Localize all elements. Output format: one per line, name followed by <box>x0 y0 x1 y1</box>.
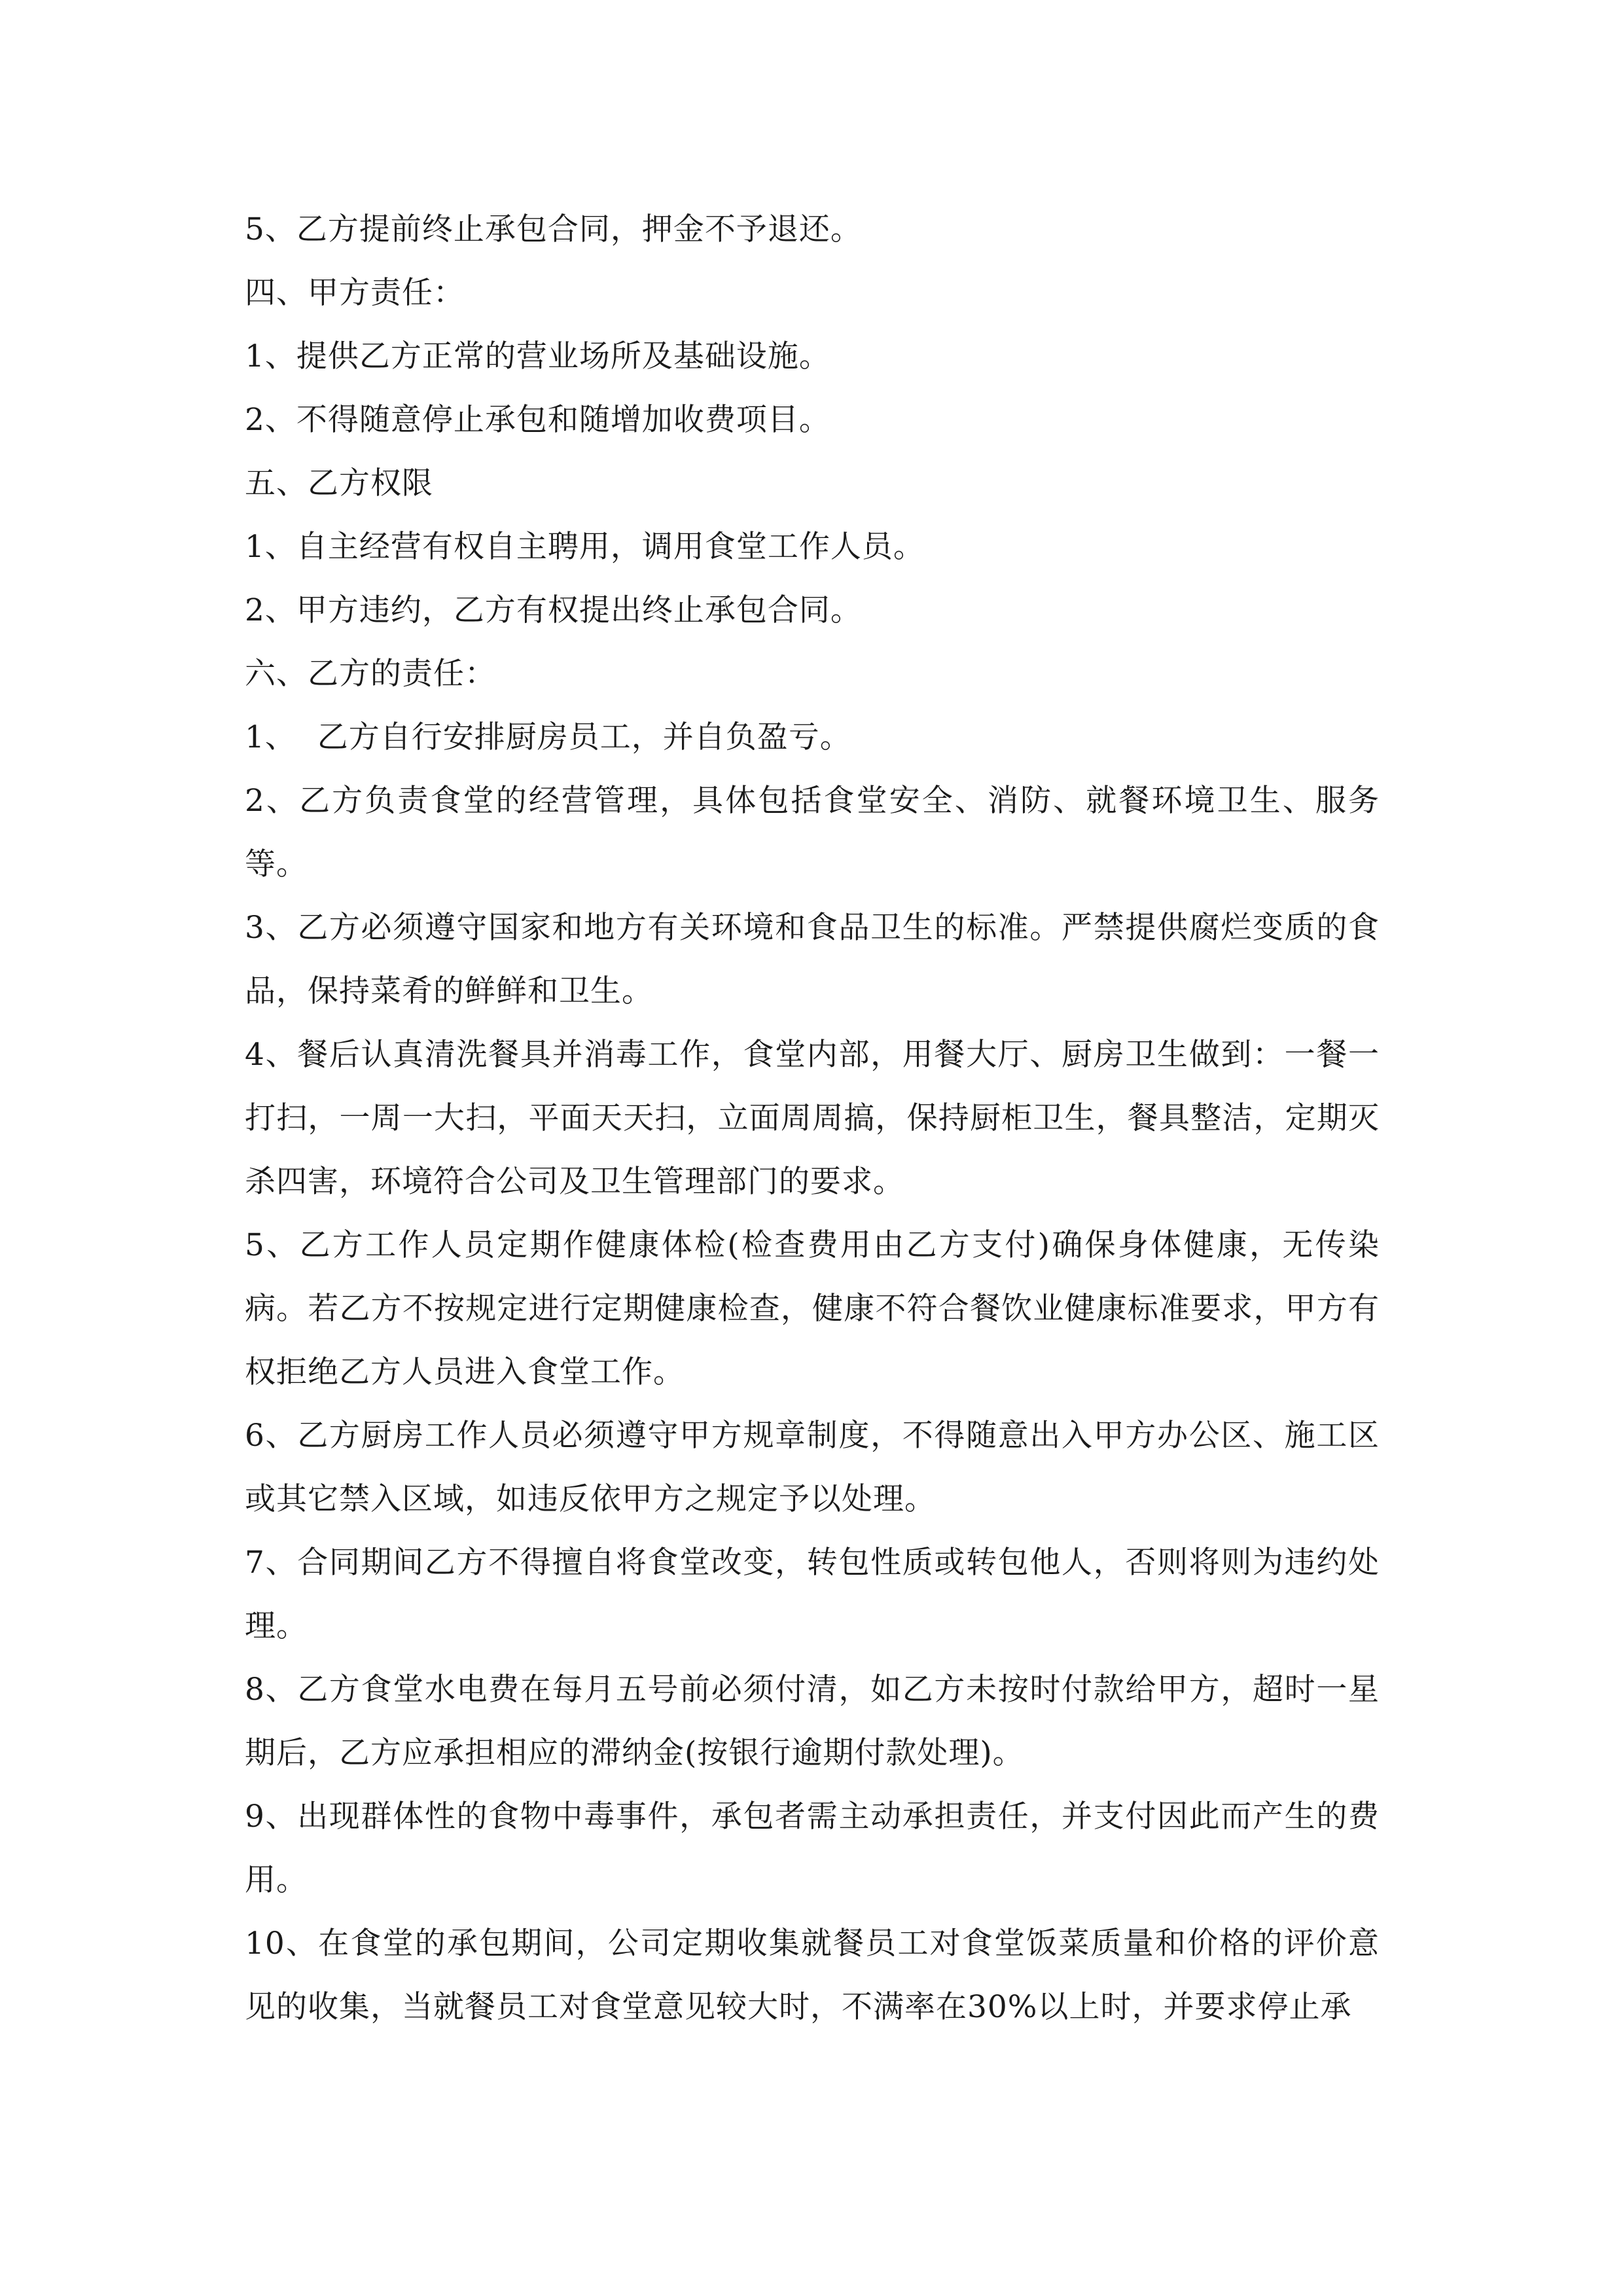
section-heading-party-b-rights: 五、乙方权限 <box>245 465 433 501</box>
clause-b-duties-5: 5、乙方工作人员定期作健康体检(检查费用由乙方支付)确保身体健康，无传染病。若乙方不按规定进行定期健康检查，健康不符合餐饮业健康标准要求，甲方有权拒绝乙方人员进入食堂工作。 <box>245 1227 1380 1390</box>
clause-b-duties-4: 4、餐后认真清洗餐具并消毒工作，食堂内部，用餐大厅、厨房卫生做到：一餐一打扫，一周一大扫，平面天天扫，立面周周搞，保持厨柜卫生，餐具整洁，定期灭杀四害，环境符合公司及卫生管理部门的要求。 <box>245 1037 1380 1200</box>
clause-b-rights-2: 2、甲方违约，乙方有权提出终止承包合同。 <box>245 592 862 628</box>
clause-a-1: 1、提供乙方正常的营业场所及基础设施。 <box>245 338 830 374</box>
clause-b-duties-3: 3、乙方必须遵守国家和地方有关环境和食品卫生的标准。严禁提供腐烂变质的食品，保持菜肴的鲜鲜和卫生。 <box>245 910 1380 1009</box>
document-body <box>245 198 1380 2039</box>
clause-b-rights-1: 1、自主经营有权自主聘用，调用食堂工作人员。 <box>245 529 925 565</box>
clause-5-deposit: 5、乙方提前终止承包合同，押金不予退还。 <box>245 211 862 247</box>
clause-b-duties-10: 10、在食堂的承包期间，公司定期收集就餐员工对食堂饭菜质量和价格的评价意见的收集，当就餐员工对食堂意见较大时，不满率在30%以上时，并要求停止承 <box>245 1926 1380 2025</box>
clause-b-duties-9: 9、出现群体性的食物中毒事件，承包者需主动承担责任，并支付因此而产生的费用。 <box>245 1799 1380 1898</box>
clause-b-duties-1: 1、 乙方自行安排厨房员工，并自负盈亏。 <box>245 719 851 755</box>
section-heading-party-a-duties: 四、甲方责任： <box>245 275 465 311</box>
clause-b-duties-7: 7、合同期间乙方不得擅自将食堂改变，转包性质或转包他人，否则将则为违约处理。 <box>245 1545 1380 1644</box>
clause-b-duties-8: 8、乙方食堂水电费在每月五号前必须付清，如乙方未按时付款给甲方，超时一星期后，乙方应承担相应的滞纳金(按银行逾期付款处理)。 <box>245 1672 1380 1771</box>
clause-b-duties-2: 2、乙方负责食堂的经营管理，具体包括食堂安全、消防、就餐环境卫生、服务等。 <box>245 783 1380 882</box>
clause-a-2: 2、不得随意停止承包和随增加收费项目。 <box>245 402 830 438</box>
section-heading-party-b-duties: 六、乙方的责任： <box>245 656 496 692</box>
clause-b-duties-6: 6、乙方厨房工作人员必须遵守甲方规章制度，不得随意出入甲方办公区、施工区或其它禁入区域，如违反依甲方之规定予以处理。 <box>245 1418 1380 1517</box>
